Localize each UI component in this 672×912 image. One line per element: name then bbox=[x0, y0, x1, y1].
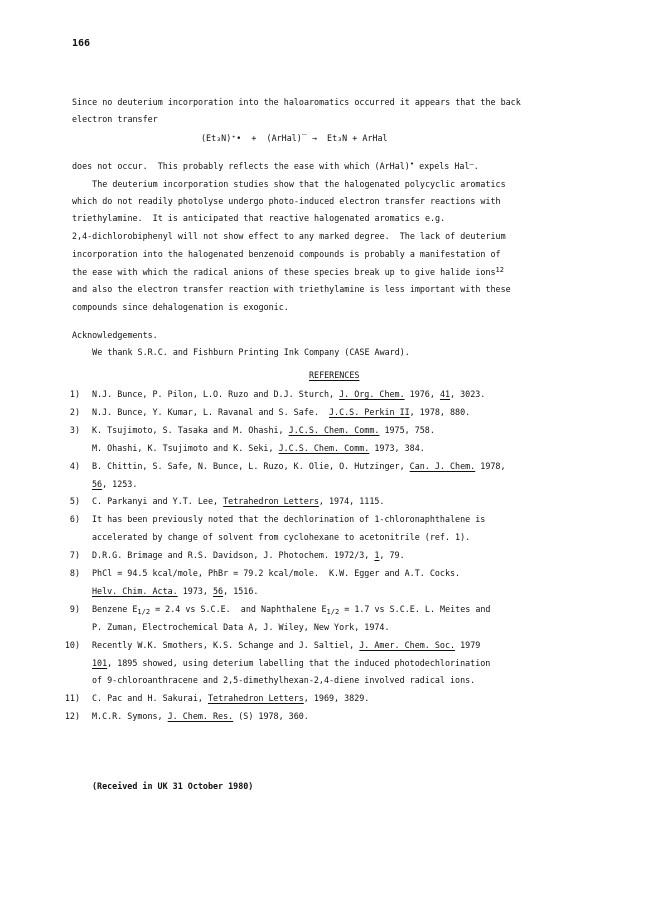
reference-line bbox=[92, 587, 258, 595]
reference-number: 9) bbox=[69, 603, 80, 614]
reference-line bbox=[92, 515, 485, 523]
citation-underlined: J. Amer. Chem. Soc. bbox=[359, 639, 456, 650]
body-line: and also the electron transfer reaction with triethylamine is less important with these bbox=[72, 284, 511, 294]
reference-text: 1975, 758. bbox=[379, 424, 435, 435]
references-heading: REFERENCES bbox=[309, 370, 360, 380]
citation-underlined: 101 bbox=[92, 657, 108, 668]
reference-number: 1) bbox=[69, 389, 80, 399]
reference-number: 8) bbox=[69, 568, 80, 578]
reference-line bbox=[92, 623, 390, 631]
reference-text: 1973, 384. bbox=[369, 442, 425, 453]
reference-line bbox=[92, 659, 490, 667]
reference-text: K. Tsujimoto, S. Tasaka and M. Ohashi, bbox=[92, 424, 289, 435]
citation-underlined: J.C.S. Perkin II bbox=[328, 406, 410, 417]
body-text: expels Hal bbox=[414, 161, 470, 171]
citation-underlined: 1 bbox=[374, 550, 380, 561]
reference-number: 11) bbox=[64, 693, 80, 704]
citation-underlined: Can. J. Chem. bbox=[409, 460, 476, 471]
reference-text: , 1895 showed, using deterium labelling that the induced photodechlorination bbox=[107, 657, 491, 668]
reference-text: It has been previously noted that the dechlorination of 1-chloronaphthalene is bbox=[92, 514, 486, 525]
acknowledgements-heading: Acknowledgements. bbox=[72, 330, 158, 340]
reference-number: 10) bbox=[64, 639, 80, 650]
reference-number: 3) bbox=[69, 424, 80, 435]
received-date: (Received in UK 31 October 1980) bbox=[92, 781, 254, 791]
reference-text: of 9-chloroanthracene and 2,5-dimethylhexan-2,4-diene involved radical ions. bbox=[92, 675, 476, 686]
reference-line bbox=[92, 390, 485, 398]
body-line bbox=[72, 265, 504, 277]
reference-line bbox=[92, 569, 460, 577]
reference-text: PhCl = 94.5 kcal/mole, PhBr = 79.2 kcal/mole. K.W. Egger and A.T. Cocks. bbox=[92, 568, 461, 578]
reference-line bbox=[92, 497, 384, 505]
reference-text: M.C.R. Symons, bbox=[92, 711, 168, 722]
subscript: 1/2 bbox=[137, 607, 151, 616]
reference-line bbox=[92, 603, 491, 616]
reference-text: C. Parkanyi and Y.T. Lee, bbox=[92, 496, 224, 507]
reference-text: , 1978, 880. bbox=[409, 406, 471, 417]
reference-text: = 1.7 vs S.C.E. L. Meites and bbox=[339, 603, 491, 614]
reference-text: = 2.4 vs S.C.E. and Naphthalene E bbox=[150, 603, 327, 614]
body-line: compounds since dehalogenation is exogonic. bbox=[72, 302, 289, 312]
reference-text: 1979 bbox=[455, 639, 481, 650]
citation-underlined: J.C.S. Chem. Comm. bbox=[278, 442, 370, 453]
reference-text: , 1974, 1115. bbox=[318, 496, 385, 507]
reference-line bbox=[92, 551, 405, 559]
body-line: The deuterium incorporation studies show that the halogenated polycyclic aromatics bbox=[72, 179, 506, 189]
body-text: does not occur. This probably reflects the ease with which (ArHal) bbox=[72, 161, 410, 171]
anion-mark: – bbox=[469, 159, 474, 168]
reference-number: 12) bbox=[64, 711, 80, 722]
reference-text: 1978, bbox=[475, 460, 506, 471]
reference-text: M. Ohashi, K. Tsujimoto and K. Seki, bbox=[92, 442, 279, 453]
body-line: triethylamine. It is anticipated that reactive halogenated aromatics e.g. bbox=[72, 213, 446, 223]
reference-text: , 1253. bbox=[102, 478, 138, 489]
page-number: 166 bbox=[72, 38, 91, 49]
reference-number: 6) bbox=[69, 514, 80, 525]
body-line: Since no deuterium incorporation into the haloaromatics occurred it appears that the back bbox=[72, 97, 521, 107]
body-line: 2,4-dichlorobiphenyl will not show effect to any marked degree. The lack of deuterium bbox=[72, 231, 506, 241]
reference-line bbox=[92, 426, 435, 434]
reference-text: (S) 1978, 360. bbox=[233, 711, 309, 722]
citation-underlined: 41 bbox=[439, 389, 451, 399]
reference-text: , 1516. bbox=[223, 585, 259, 596]
body-line: which do not readily photolyse undergo photo-induced electron transfer reactions with bbox=[72, 196, 501, 206]
acknowledgements-text: We thank S.R.C. and Fishburn Printing Ink Company (CASE Award). bbox=[72, 347, 410, 357]
body-text: . bbox=[473, 161, 479, 171]
reference-text: D.R.G. Brimage and R.S. Davidson, J. Photochem. 1972/3, bbox=[92, 550, 375, 561]
citation-superscript: 12 bbox=[495, 265, 504, 274]
reference-number: 7) bbox=[69, 550, 80, 561]
reference-line bbox=[92, 533, 470, 541]
reference-number: 4) bbox=[69, 460, 80, 471]
reference-text: accelerated by change of solvent from cyclohexane to acetonitrile (ref. 1). bbox=[92, 532, 471, 543]
reference-text: B. Chittin, S. Safe, N. Bunce, L. Ruzo, K. Olie, O. Hutzinger, bbox=[92, 460, 410, 471]
reference-text: Recently W.K. Smothers, K.S. Schange and J. Saltiel, bbox=[92, 639, 360, 650]
reaction-equation: (Et₃N)⁺• + (ArHal)̅ → Et₃N + ArHal bbox=[201, 133, 388, 143]
body-text: the ease with which the radical anions of these species break up to give halide ions bbox=[72, 267, 496, 277]
body-line: electron transfer bbox=[72, 114, 158, 124]
reference-text: C. Pac and H. Sakurai, bbox=[92, 693, 208, 704]
reference-text: , 1969, 3829. bbox=[303, 693, 370, 704]
citation-underlined: J.C.S. Chem. Comm. bbox=[288, 424, 380, 435]
citation-underlined: Tetrahedron Letters bbox=[207, 693, 304, 704]
reference-text: 1976, bbox=[404, 389, 440, 399]
reference-line bbox=[92, 408, 470, 416]
citation-underlined: J. Chem. Res. bbox=[167, 711, 234, 722]
reference-line bbox=[92, 694, 369, 702]
reference-text: , 79. bbox=[379, 550, 405, 561]
citation-underlined: Tetrahedron Letters bbox=[223, 496, 319, 507]
reference-line bbox=[92, 462, 506, 470]
reference-number: 5) bbox=[69, 496, 80, 507]
reference-text: P. Zuman, Electrochemical Data A, J. Wiley, New York, 1974. bbox=[92, 621, 390, 632]
body-line: incorporation into the halogenated benzenoid compounds is probably a manifestation of bbox=[72, 249, 501, 259]
reference-text: 1973, bbox=[177, 585, 214, 596]
reference-text: N.J. Bunce, Y. Kumar, L. Ravanal and S. Safe. bbox=[92, 406, 329, 417]
reference-text: , 3023. bbox=[450, 389, 486, 399]
citation-underlined: 56 bbox=[213, 585, 224, 596]
body-line bbox=[72, 159, 479, 171]
reference-line bbox=[92, 444, 425, 452]
reference-line bbox=[92, 480, 137, 488]
reference-text: Benzene E bbox=[92, 603, 138, 614]
reference-line bbox=[92, 641, 480, 649]
citation-underlined: 56 bbox=[92, 478, 103, 489]
reference-number: 2) bbox=[69, 406, 80, 417]
reference-line bbox=[92, 712, 309, 720]
reference-line bbox=[92, 676, 475, 684]
radical-anion-mark: • bbox=[409, 159, 415, 168]
reference-text: N.J. Bunce, P. Pilon, L.O. Ruzo and D.J. Sturch, bbox=[92, 389, 340, 399]
subscript: 1/2 bbox=[326, 607, 340, 616]
citation-underlined: Helv. Chim. Acta. bbox=[92, 585, 178, 596]
citation-underlined: J. Org. Chem. bbox=[339, 389, 405, 399]
